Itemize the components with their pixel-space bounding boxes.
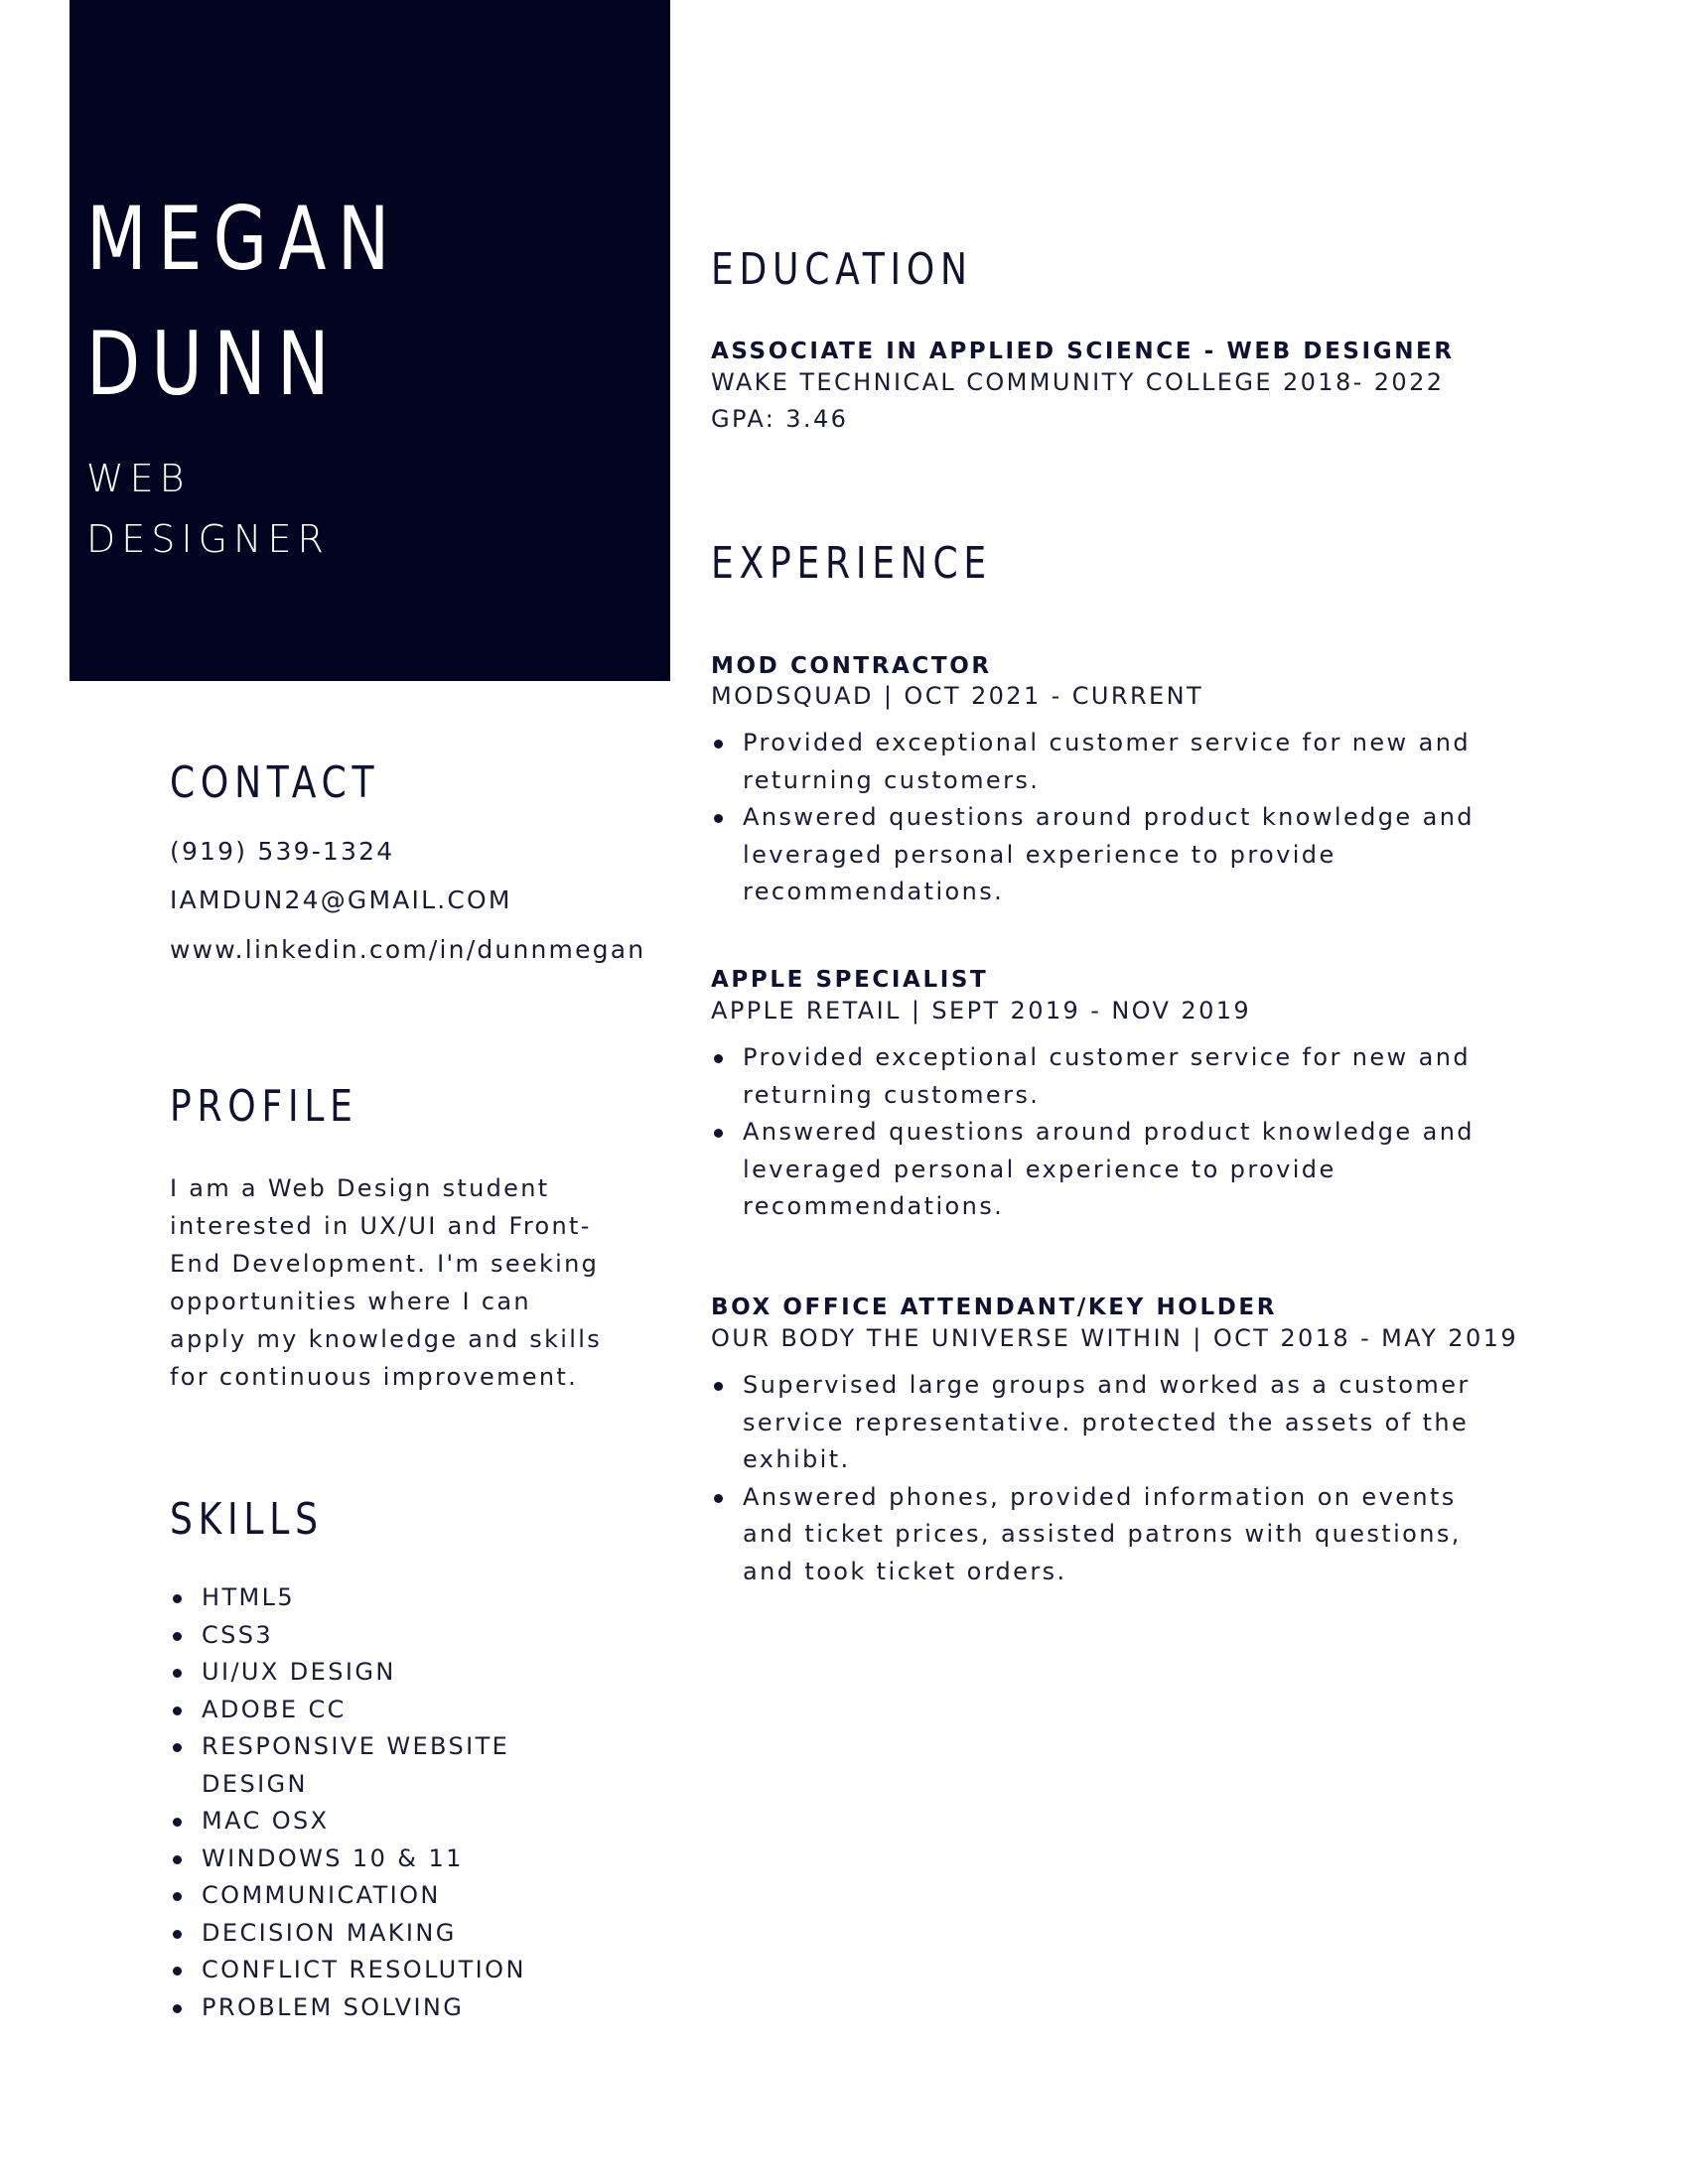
job-title: BOX OFFICE ATTENDANT/KEY HOLDER — [711, 1295, 1278, 1320]
contact-heading: CONTACT — [170, 757, 380, 808]
school-name: WAKE TECHNICAL COMMUNITY COLLEGE 2018- 2022 — [711, 368, 1445, 396]
profile-heading: PROFILE — [170, 1081, 358, 1132]
skill-item: UI/UX DESIGN — [170, 1654, 597, 1692]
job-duty: Supervised large groups and worked as a customer service representative. protected the assets of the exhibit. — [711, 1367, 1505, 1479]
experience-heading: EXPERIENCE — [711, 538, 992, 589]
skills-heading: SKILLS — [170, 1494, 324, 1545]
job-company-dates: MODSQUAD | OCT 2021 - CURRENT — [711, 682, 1203, 710]
profile-summary: I am a Web Design student interested in UX/UI and Front-End Development. I'm seeking opportunities where I can apply my knowledge and skills for continuous improvement. — [170, 1174, 602, 1391]
skill-item: CSS3 — [170, 1617, 597, 1655]
skill-item: WINDOWS 10 & 11 — [170, 1841, 597, 1878]
email-address: IAMDUN24@GMAIL.COM — [170, 886, 512, 914]
first-name: MEGAN — [86, 188, 401, 290]
skill-item: RESPONSIVE WEBSITE DESIGN — [170, 1728, 597, 1803]
job-duty: Provided exceptional customer service for new and returning customers. — [711, 725, 1505, 799]
skills-list — [170, 1579, 597, 2026]
job-duty: Answered questions around product knowledge and leveraged personal experience to provide recommendations. — [711, 799, 1505, 911]
phone-number: (919) 539-1324 — [170, 837, 395, 866]
degree-title: ASSOCIATE IN APPLIED SCIENCE - WEB DESIGNER — [711, 339, 1455, 364]
job-company-dates: APPLE RETAIL | SEPT 2019 - NOV 2019 — [711, 997, 1252, 1024]
job-title: MOD CONTRACTOR — [711, 653, 992, 679]
skill-item: COMMUNICATION — [170, 1877, 597, 1915]
linkedin-url: www.linkedin.com/in/dunnmegan — [170, 935, 646, 964]
job-duty: Provided exceptional customer service for new and returning customers. — [711, 1039, 1505, 1114]
job-duties-list — [711, 725, 1505, 911]
skill-item: CONFLICT RESOLUTION — [170, 1952, 597, 1989]
skill-item: DECISION MAKING — [170, 1915, 597, 1953]
job-title-line-1: WEB — [86, 457, 191, 500]
job-duty: Answered questions around product knowledge and leveraged personal experience to provide recommendations. — [711, 1114, 1505, 1226]
skill-item: MAC OSX — [170, 1803, 597, 1841]
job-duties-list — [711, 1039, 1505, 1226]
last-name: DUNN — [86, 313, 341, 415]
job-title-line-2: DESIGNER — [86, 517, 330, 561]
skill-item: ADOBE CC — [170, 1692, 597, 1729]
skill-item: PROBLEM SOLVING — [170, 1989, 597, 2027]
job-duty: Answered phones, provided information on events and ticket prices, assisted patrons with questions, and took ticket orders. — [711, 1479, 1505, 1591]
job-duties-list — [711, 1367, 1505, 1590]
job-company-dates: OUR BODY THE UNIVERSE WITHIN | OCT 2018 - MAY 2019 — [711, 1324, 1518, 1352]
job-title: APPLE SPECIALIST — [711, 967, 989, 993]
skill-item: HTML5 — [170, 1579, 597, 1617]
gpa: GPA: 3.46 — [711, 405, 849, 433]
education-heading: EDUCATION — [711, 244, 973, 295]
